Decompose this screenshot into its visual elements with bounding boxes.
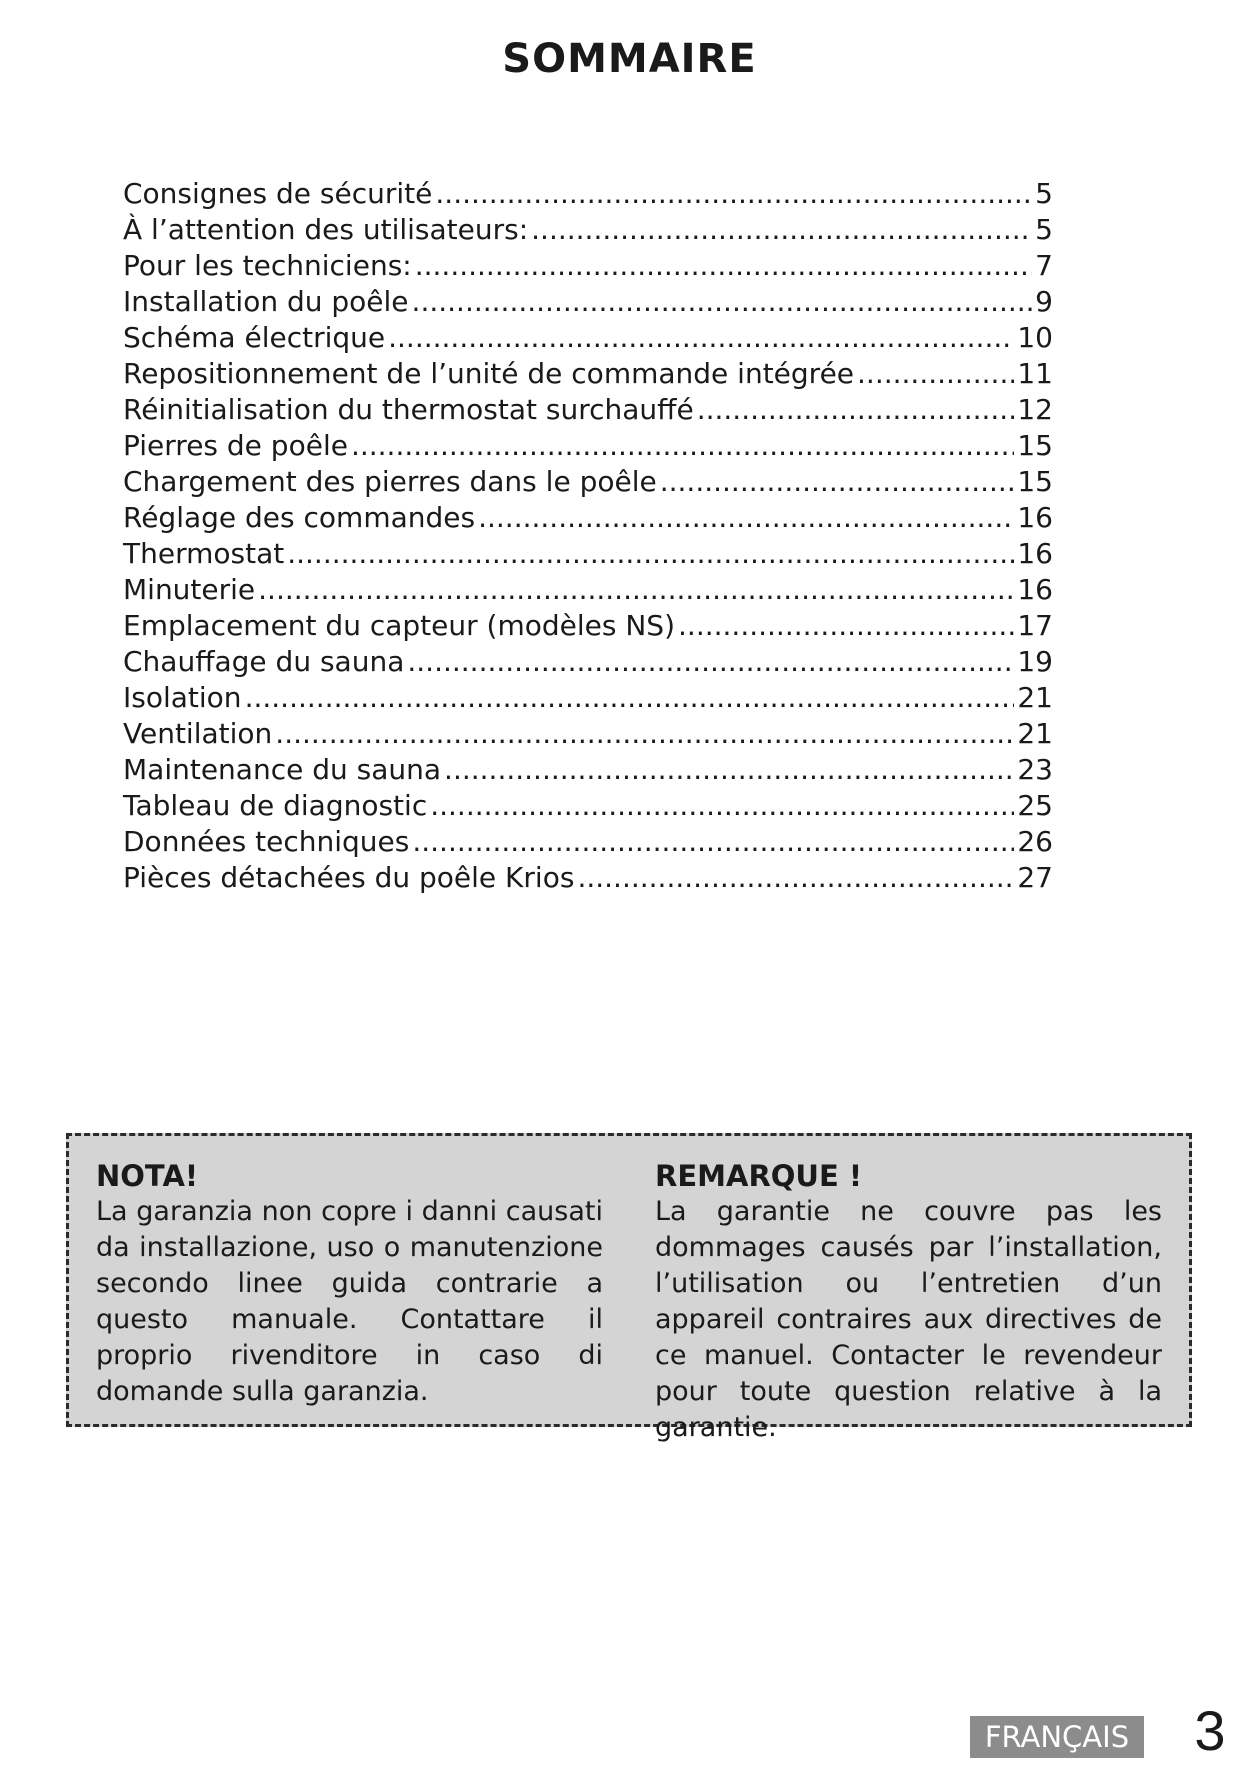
toc-entry-label: Pierres de poêle bbox=[123, 429, 348, 462]
toc-leader-dots bbox=[577, 860, 1014, 896]
notice-heading: NOTA! bbox=[96, 1159, 199, 1193]
toc-leader-dots bbox=[351, 428, 1014, 464]
toc-entry-label: Repositionnement de l’unité de commande intégrée bbox=[123, 357, 855, 390]
toc-entry-label: Réinitialisation du thermostat surchauffé bbox=[123, 393, 694, 426]
toc-leader-dots bbox=[444, 752, 1014, 788]
toc-leader-dots bbox=[697, 392, 1015, 428]
toc-entry bbox=[123, 176, 1053, 212]
toc-leader-dots bbox=[287, 536, 1014, 572]
toc-leader-dots bbox=[245, 680, 1015, 716]
toc-entry-label: À l’attention des utilisateurs: bbox=[123, 213, 529, 246]
toc-entry-label: Chauffage du sauna bbox=[123, 645, 405, 678]
table-of-contents bbox=[123, 176, 1053, 896]
toc-entry-label: Réglage des commandes bbox=[123, 501, 476, 534]
toc-entry bbox=[123, 716, 1053, 752]
toc-entry-label: Tableau de diagnostic bbox=[123, 789, 428, 822]
toc-entry-label: Ventilation bbox=[123, 717, 273, 750]
toc-entry-page: 5 bbox=[1035, 177, 1053, 210]
toc-entry-page: 15 bbox=[1017, 465, 1053, 498]
toc-entry-label: Emplacement du capteur (modèles NS) bbox=[123, 609, 676, 642]
toc-entry-label: Installation du poêle bbox=[123, 285, 409, 318]
toc-entry bbox=[123, 860, 1053, 896]
toc-entry-label: Isolation bbox=[123, 681, 242, 714]
toc-entry-label: Chargement des pierres dans le poêle bbox=[123, 465, 657, 498]
toc-leader-dots bbox=[478, 500, 1014, 536]
toc-entry-page: 9 bbox=[1035, 285, 1053, 318]
toc-entry bbox=[123, 572, 1053, 608]
notice-italian bbox=[96, 1158, 603, 1424]
toc-entry bbox=[123, 284, 1053, 320]
toc-entry bbox=[123, 356, 1053, 392]
toc-entry bbox=[123, 248, 1053, 284]
toc-entry-label: Maintenance du sauna bbox=[123, 753, 442, 786]
toc-entry bbox=[123, 824, 1053, 860]
toc-entry-label: Pour les techniciens: bbox=[123, 249, 412, 282]
toc-entry-label: Minuterie bbox=[123, 573, 256, 606]
toc-entry-page: 25 bbox=[1017, 789, 1053, 822]
toc-entry bbox=[123, 320, 1053, 356]
toc-entry-page: 10 bbox=[1017, 321, 1053, 354]
toc-leader-dots bbox=[412, 824, 1014, 860]
toc-leader-dots bbox=[412, 284, 1033, 320]
toc-entry bbox=[123, 752, 1053, 788]
toc-leader-dots bbox=[660, 464, 1015, 500]
toc-entry bbox=[123, 212, 1053, 248]
toc-leader-dots bbox=[407, 644, 1014, 680]
toc-entry-label: Schéma électrique bbox=[123, 321, 386, 354]
toc-leader-dots bbox=[678, 608, 1014, 644]
toc-entry-page: 11 bbox=[1017, 357, 1053, 390]
toc-leader-dots bbox=[415, 248, 1032, 284]
toc-entry-page: 21 bbox=[1017, 681, 1053, 714]
toc-leader-dots bbox=[430, 788, 1014, 824]
page-number: 3 bbox=[1194, 1699, 1226, 1762]
toc-entry-label: Données techniques bbox=[123, 825, 410, 858]
toc-entry bbox=[123, 536, 1053, 572]
toc-entry-page: 21 bbox=[1017, 717, 1053, 750]
notice-french bbox=[655, 1158, 1162, 1443]
notice-body: La garantie ne couvre pas les dommages causés par l’installation, l’utilisation ou l’entretien d’un appareil contraires aux directives de ce manuel. Contacter le revendeur pour toute question relative à la garantie. bbox=[655, 1196, 1162, 1443]
toc-entry-page: 19 bbox=[1017, 645, 1053, 678]
toc-leader-dots bbox=[388, 320, 1014, 356]
toc-entry-page: 26 bbox=[1017, 825, 1053, 858]
toc-entry bbox=[123, 392, 1053, 428]
toc-entry bbox=[123, 500, 1053, 536]
toc-entry-page: 16 bbox=[1017, 573, 1053, 606]
toc-entry bbox=[123, 788, 1053, 824]
toc-entry-page: 5 bbox=[1035, 213, 1053, 246]
toc-entry-page: 16 bbox=[1017, 537, 1053, 570]
toc-entry-page: 16 bbox=[1017, 501, 1053, 534]
notice-heading: REMARQUE ! bbox=[655, 1159, 863, 1193]
toc-leader-dots bbox=[857, 356, 1014, 392]
toc-entry-label: Pièces détachées du poêle Krios bbox=[123, 861, 575, 894]
toc-entry-page: 7 bbox=[1035, 249, 1053, 282]
toc-leader-dots bbox=[435, 176, 1032, 212]
toc-entry-page: 12 bbox=[1017, 393, 1053, 426]
toc-entry bbox=[123, 608, 1053, 644]
language-tag: FRANÇAIS bbox=[970, 1716, 1144, 1758]
page-title: SOMMAIRE bbox=[502, 36, 757, 82]
toc-entry-label: Thermostat bbox=[123, 537, 285, 570]
warranty-notice-box bbox=[66, 1133, 1192, 1443]
toc-leader-dots bbox=[531, 212, 1032, 248]
toc-entry bbox=[123, 464, 1053, 500]
toc-entry-page: 17 bbox=[1017, 609, 1053, 642]
notice-body: La garanzia non copre i danni causati da installazione, uso o manutenzione secondo linee guida contrarie a questo manuale. Contattare il proprio rivenditore in caso di domande sulla garanzia. bbox=[96, 1196, 603, 1407]
toc-entry bbox=[123, 680, 1053, 716]
toc-entry-page: 23 bbox=[1017, 753, 1053, 786]
toc-entry-page: 15 bbox=[1017, 429, 1053, 462]
toc-entry-label: Consignes de sécurité bbox=[123, 177, 433, 210]
toc-entry-page: 27 bbox=[1017, 861, 1053, 894]
toc-leader-dots bbox=[258, 572, 1014, 608]
toc-entry bbox=[123, 644, 1053, 680]
toc-entry bbox=[123, 428, 1053, 464]
toc-leader-dots bbox=[275, 716, 1014, 752]
